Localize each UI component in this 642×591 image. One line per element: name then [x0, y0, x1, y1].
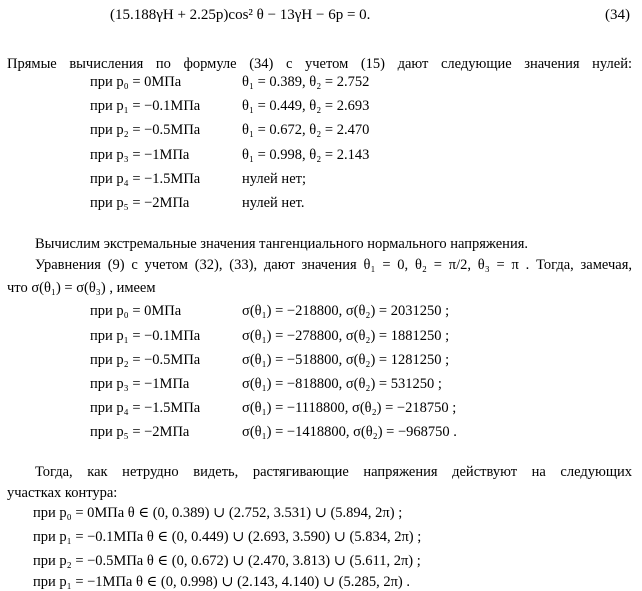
interval-row: при p₂ = −0.5МПа θ ∈ (0, 0.672) ∪ (2.470, 3.813) ∪ (5.611, 2π) ; [33, 553, 421, 569]
extrema-pressure: при p₀ = 0МПа [90, 303, 182, 319]
zeros-value: θ₁ = 0.449, θ₂ = 2.693 [242, 98, 370, 114]
zeros-row [90, 146, 369, 164]
extrema-row [90, 399, 456, 417]
paragraph-tension-cont: участках контура: [7, 485, 118, 501]
extrema-row [90, 423, 457, 441]
interval-row: при p₁ = −1МПа θ ∈ (0, 0.998) ∪ (2.143, 4.140) ∪ (5.285, 2π) . [33, 574, 410, 590]
equation-number: (34) [605, 7, 630, 23]
zeros-row [90, 97, 369, 115]
zeros-row [90, 194, 305, 212]
extrema-pressure: при p₂ = −0.5МПа [90, 352, 201, 368]
paragraph-equations: Уравнения (9) с учетом (32), (33), дают значения θ₁ = 0, θ₂ = π/2, θ₃ = π . Тогда, замечая, [35, 257, 632, 273]
zeros-pressure: при p₄ = −1.5МПа [90, 171, 201, 187]
zeros-pressure: при p₀ = 0МПа [90, 74, 182, 90]
extrema-row [90, 375, 442, 393]
zeros-value: θ₁ = 0.998, θ₂ = 2.143 [242, 147, 370, 163]
zeros-value: θ₁ = 0.389, θ₂ = 2.752 [242, 74, 370, 90]
zeros-pressure: при p₃ = −1МПа [90, 147, 190, 163]
zeros-row [90, 170, 306, 188]
paragraph-zeros-intro: Прямые вычисления по формуле (34) с учетом (15) дают следующие значения нулей: [7, 56, 632, 72]
extrema-value: σ(θ₁) = −1418800, σ(θ₂) = −968750 . [242, 424, 457, 440]
extrema-value: σ(θ₁) = −818800, σ(θ₂) = 531250 ; [242, 376, 442, 392]
zeros-pressure: при p₁ = −0.1МПа [90, 98, 201, 114]
extrema-pressure: при p₅ = −2МПа [90, 424, 190, 440]
extrema-row [90, 302, 449, 320]
extrema-row [90, 327, 449, 345]
extrema-value: σ(θ₁) = −518800, σ(θ₂) = 1281250 ; [242, 352, 450, 368]
paragraph-equations-cont: что σ(θ₁) = σ(θ₃) , имеем [7, 280, 156, 296]
extrema-pressure: при p₃ = −1МПа [90, 376, 190, 392]
zeros-pressure: при p₅ = −2МПа [90, 195, 190, 211]
paragraph-tension: Тогда, как нетрудно видеть, растягивающие напряжения действуют на следующих [35, 464, 632, 480]
zeros-row [90, 121, 369, 139]
paragraph-extrema-intro: Вычислим экстремальные значения тангенциального нормального напряжения. [35, 236, 528, 252]
main-equation: (15.188γH + 2.25p)cos² θ − 13γH − 6p = 0. [110, 7, 371, 23]
extrema-pressure: при p₄ = −1.5МПа [90, 400, 201, 416]
zeros-value: нулей нет; [242, 171, 306, 187]
extrema-value: σ(θ₁) = −218800, σ(θ₂) = 2031250 ; [242, 303, 450, 319]
extrema-value: σ(θ₁) = −278800, σ(θ₂) = 1881250 ; [242, 328, 450, 344]
zeros-value: θ₁ = 0.672, θ₂ = 2.470 [242, 122, 370, 138]
extrema-value: σ(θ₁) = −1118800, σ(θ₂) = −218750 ; [242, 400, 457, 416]
extrema-pressure: при p₁ = −0.1МПа [90, 328, 201, 344]
interval-row: при p₁ = −0.1МПа θ ∈ (0, 0.449) ∪ (2.693, 3.590) ∪ (5.834, 2π) ; [33, 529, 422, 545]
interval-row: при p₀ = 0МПа θ ∈ (0, 0.389) ∪ (2.752, 3.531) ∪ (5.894, 2π) ; [33, 505, 403, 521]
extrema-row [90, 351, 449, 369]
zeros-value: нулей нет. [242, 195, 305, 211]
zeros-row [90, 73, 369, 91]
zeros-pressure: при p₂ = −0.5МПа [90, 122, 201, 138]
